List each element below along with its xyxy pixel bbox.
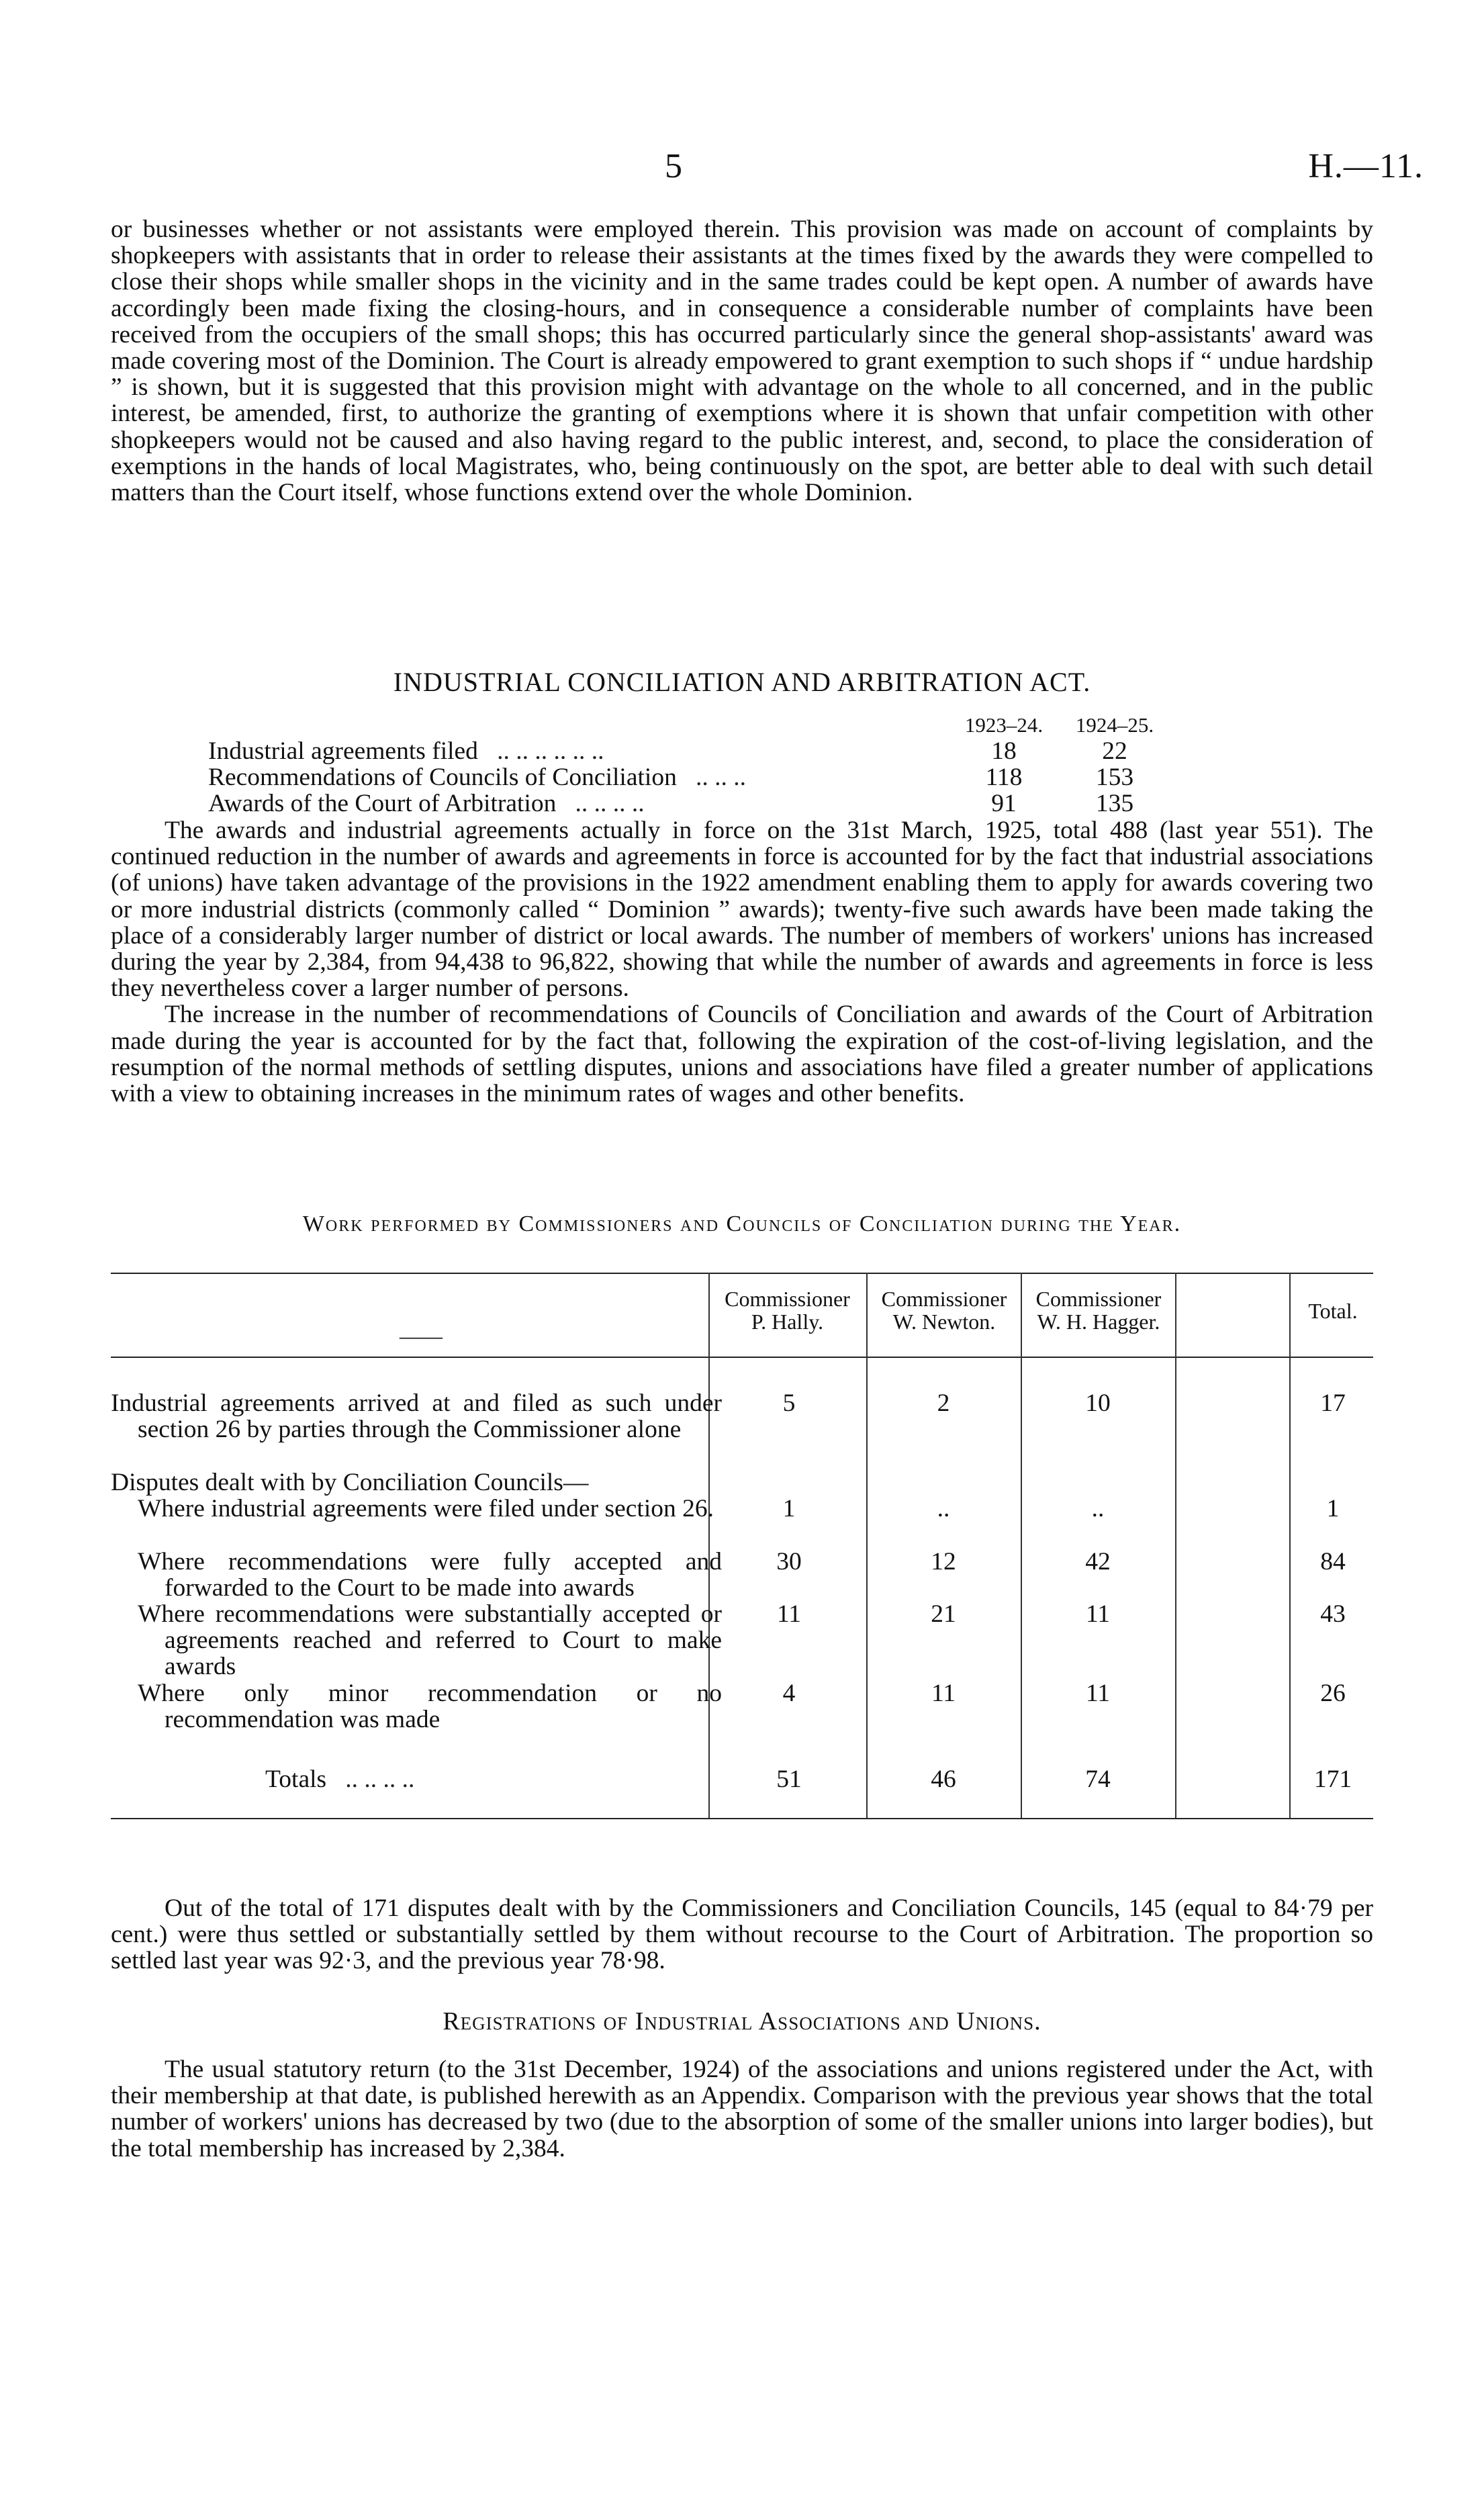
- stats-header-row: [208, 712, 1215, 738]
- stats-row: [208, 764, 1215, 790]
- awards-paragraph: The awards and industrial agreements actually in force on the 31st March, 1925, total 488 (last year 551). The continued reduction in the number of awards and agreements in force is accounted for by the fact that industrial associations (of unions) have taken advantage of the provisions in the 1922 amendment enabling them to apply for awards covering two or more industrial districts (commonly called “ Dominion ” awards); twenty-five such awards have been made taking the place of a considerably larger number of district or local awards. The number of members of workers' unions has increased during the year by 2,384, from 94,438 to 96,822, showing that while the number of awards and agreements in force is less they nevertheless cover a larger number of persons.: [111, 817, 1373, 1003]
- cell-value: 42: [1085, 1548, 1111, 1575]
- stats-row-label: Awards of the Court of Arbitration .. .. .. ..: [208, 790, 645, 817]
- header-bottom-rule: [111, 1357, 1373, 1358]
- cell-value: ..: [937, 1495, 950, 1522]
- cell-value: 10: [1085, 1389, 1111, 1417]
- total-value: 74: [1085, 1766, 1111, 1793]
- work-table: [111, 1273, 1373, 1823]
- work-table-title: Work performed by Commissioners and Councils of Conciliation during the Year.: [302, 1211, 1182, 1236]
- stats-value-1924: 22: [1102, 737, 1127, 765]
- cell-value: ..: [1091, 1495, 1105, 1522]
- total-value: 171: [1313, 1766, 1352, 1793]
- section1-body: [111, 817, 1373, 1107]
- total-value: 51: [776, 1766, 802, 1793]
- stats-value-1923: 91: [991, 790, 1017, 817]
- cell-value: 5: [782, 1389, 796, 1417]
- registrations-paragraph: The usual statutory return (to the 31st December, 1924) of the associations and unions registered under the Act, with their membership at that date, is published herewith as an Appendix. Comparison with the previous year shows that the total number of workers' unions has decreased by two (due to the absorption of some of the smaller unions into larger bodies), but the total membership has increased by 2,384.: [111, 2056, 1373, 2162]
- stats-row: [208, 738, 1215, 764]
- stats-value-1923: 18: [991, 737, 1017, 765]
- row-label-minor-recommendation: Where only minor recommendation or no recommendation was made: [138, 1680, 722, 1734]
- intro-paragraph-block: [111, 216, 1373, 506]
- col-header-newton: Commissioner W. Newton.: [881, 1287, 1007, 1334]
- row-label-fully-accepted: Where recommendations were fully accepted and forwarded to the Court to be made into awards: [138, 1548, 722, 1602]
- recommendations-paragraph: The increase in the number of recommendations of Councils of Conciliation and awards of the Court of Arbitration made during the year is accounted for by the fact that, following the expiration of the cost-of-living legislation, and the resumption of the normal methods of settling disputes, unions and associations have filed a greater number of applications with a view to obtaining increases in the minimum rates of wages and other benefits.: [111, 1001, 1373, 1108]
- row-label-industrial-agreements: Industrial agreements arrived at and filed as such under section 26 by parties through the Commissioner alone: [111, 1389, 722, 1444]
- cell-value: 84: [1320, 1548, 1346, 1575]
- cell-value: 1: [1326, 1495, 1340, 1522]
- cell-value: 11: [1085, 1680, 1111, 1707]
- cell-value: 26: [1320, 1680, 1346, 1707]
- col-header-hagger: Commissioner W. H. Hagger.: [1035, 1287, 1162, 1334]
- column-divider: [866, 1273, 868, 1818]
- work-summary-block: [111, 1895, 1373, 1974]
- cell-value: 17: [1320, 1389, 1346, 1417]
- stats-value-1924: 135: [1095, 790, 1134, 817]
- column-divider: [1021, 1273, 1022, 1818]
- table-bottom-rule: [111, 1818, 1373, 1819]
- stub-header: ——: [400, 1324, 443, 1348]
- cell-value: 30: [776, 1548, 802, 1575]
- stats-table: [208, 712, 1215, 817]
- stats-col-header-1924: 1924–25.: [1075, 713, 1154, 737]
- cell-value: 43: [1320, 1600, 1346, 1628]
- section-title-registrations: Registrations of Industrial Associations and Unions.: [443, 2007, 1041, 2036]
- cell-value: 11: [776, 1600, 802, 1628]
- cell-value: 1: [782, 1495, 796, 1522]
- row-label-substantially-accepted: Where recommendations were substantially accepted or agreements reached and referred to Court to make awards: [138, 1600, 722, 1681]
- total-value: 46: [931, 1766, 956, 1793]
- row-heading-disputes: Disputes dealt with by Conciliation Councils—: [111, 1469, 589, 1496]
- intro-paragraph: or businesses whether or not assistants were employed therein. This provision was made on account of complaints by shopkeepers with assistants that in order to release their assistants at the times fixed by the awards they were compelled to close their shops while smaller shops in the vicinity and in the same trades could be kept open. A number of awards have accordingly been made fixing the closing-hours, and in consequence a considerable number of complaints have been received from the occupiers of the small shops; this has occurred particularly since the general shop-assistants' award was made covering most of the Dominion. The Court is already empowered to grant exemption to such shops if “ undue hardship ” is shown, but it is suggested that this provision might with advantage on the whole to all concerned, and in the public interest, be amended, first, to authorize the granting of exemptions where it is shown that unfair competition with other shopkeepers would not be caused and also having regard to the public interest, and, second, to place the consideration of exemptions in the hands of local Magistrates, who, being continuously on the spot, are better able to deal with such detail matters than the Court itself, whose functions extend over the whole Dominion.: [111, 216, 1373, 507]
- work-summary-paragraph: Out of the total of 171 disputes dealt with by the Commissioners and Conciliation Councils, 145 (equal to 84·79 per cent.) were thus settled or substantially settled by them without recourse to the Court of Arbitration. The proportion so settled last year was 92·3, and the previous year 78·98.: [111, 1894, 1373, 1975]
- column-divider: [1289, 1273, 1291, 1818]
- stats-row-label: Recommendations of Councils of Conciliation .. .. ..: [208, 764, 746, 791]
- row-label-agreements-filed: Where industrial agreements were filed under section 26.: [138, 1495, 714, 1522]
- cell-value: 12: [931, 1548, 956, 1575]
- registrations-block: [111, 2056, 1373, 2162]
- cell-value: 21: [931, 1600, 956, 1628]
- document-code: H.—11.: [1308, 147, 1424, 185]
- cell-value: 11: [1085, 1600, 1111, 1628]
- column-divider: [708, 1273, 710, 1818]
- stats-value-1924: 153: [1095, 764, 1134, 791]
- col-header-total: Total.: [1308, 1299, 1358, 1323]
- col-header-hally: Commissioner P. Hally.: [725, 1287, 850, 1334]
- cell-value: 2: [937, 1389, 950, 1417]
- totals-label: Totals .. .. .. ..: [265, 1766, 415, 1793]
- stats-value-1923: 118: [985, 764, 1023, 791]
- cell-value: 4: [782, 1680, 796, 1707]
- page-number: 5: [665, 147, 682, 185]
- table-top-rule: [111, 1273, 1373, 1274]
- cell-value: 11: [931, 1680, 956, 1707]
- section-title-icaa: INDUSTRIAL CONCILIATION AND ARBITRATION ACT.: [393, 667, 1091, 697]
- column-divider: [1175, 1273, 1176, 1818]
- stats-row: [208, 790, 1215, 817]
- stats-row-label: Industrial agreements filed .. .. .. .. .. ..: [208, 737, 604, 765]
- stats-col-header-1923: 1923–24.: [964, 713, 1044, 737]
